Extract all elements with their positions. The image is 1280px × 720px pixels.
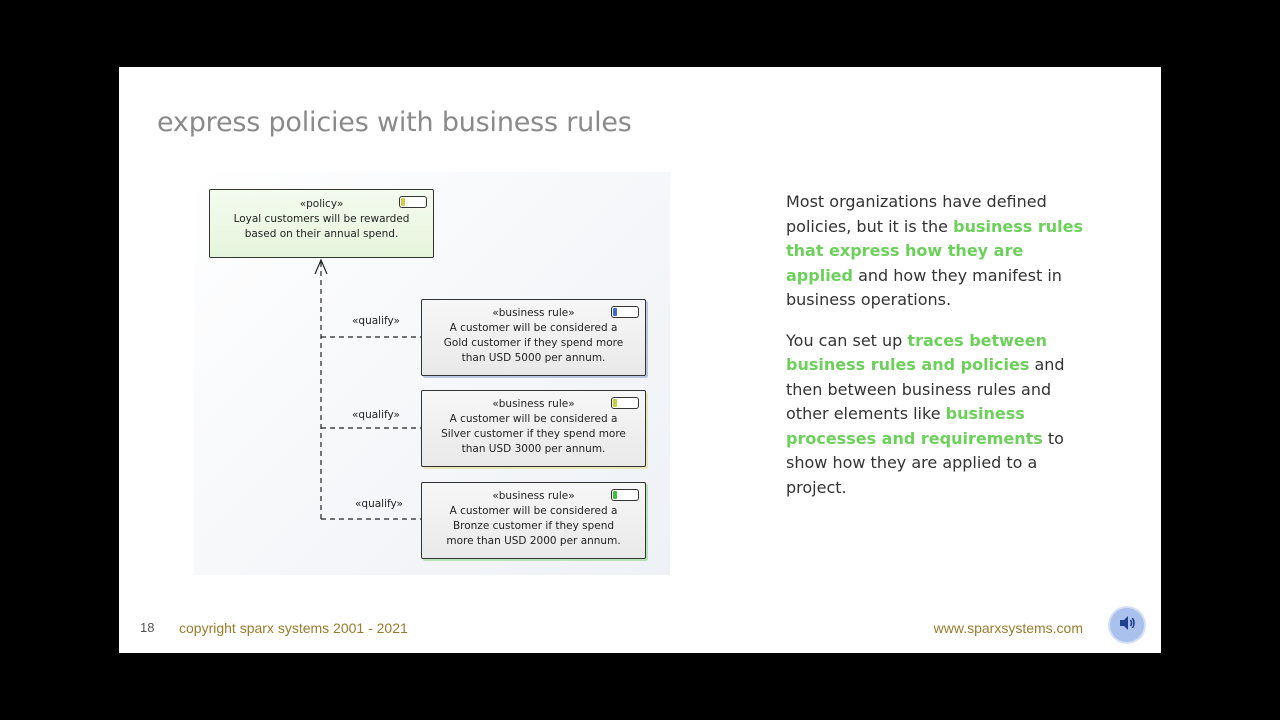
copyright-text: copyright sparx systems 2001 - 2021 [179,620,408,636]
p2-highlight-1: traces between business rules and policies [786,330,1048,374]
p2-text-c: to show how they are applied to a project. [786,428,1064,497]
rule-text-line3: than USD 3000 per annum. [461,443,606,455]
business-rule-icon [611,306,639,318]
slide-title: express policies with business rules [157,107,632,138]
page-number: 18 [140,620,155,635]
speaker-icon [1118,615,1136,635]
rule-stereotype: «business rule» [492,398,575,410]
rule-text-line3: more than USD 2000 per annum. [446,535,621,547]
business-rule-silver [421,390,646,467]
rule-text-line1: A customer will be considered a [449,413,618,425]
policy-element-icon [399,196,427,208]
policy-text-line1: Loyal customers will be rewarded [233,213,410,225]
p2-text-a: You can set up [786,330,908,350]
paragraph-1 [786,190,1086,313]
rule-text-line2: Bronze customer if they spend [452,520,615,532]
business-rule-gold [421,299,646,376]
p1-text-a: Most organizations have defined policies, but it is the [786,192,1047,236]
website-link[interactable]: www.sparxsystems.com [933,620,1083,636]
business-rule-icon [611,489,639,501]
rule-text-line1: A customer will be considered a [449,505,618,517]
policy-element [209,189,434,258]
paragraph-2 [786,329,1086,501]
p1-text-b: and how they manifest in business operations. [786,265,1062,309]
rule-text-line1: A customer will be considered a [449,322,618,334]
p2-text-b: and then between business rules and other elements like [786,355,1065,423]
business-rule-bronze [421,482,646,559]
business-rule-icon [611,397,639,409]
rule-stereotype: «business rule» [492,490,575,502]
qualify-label-silver: «qualify» [352,409,400,421]
description-text [786,190,1086,516]
qualify-label-bronze: «qualify» [355,498,403,510]
rule-stereotype: «business rule» [492,307,575,319]
p2-highlight-2: business processes and requirements [786,404,1043,448]
uml-diagram [194,172,670,575]
qualify-label-gold: «qualify» [352,315,400,327]
rule-text-line2: Silver customer if they spend more [441,428,626,440]
p1-highlight: business rules that express how they are applied [786,216,1083,285]
rule-text-line3: than USD 5000 per annum. [461,352,606,364]
policy-text-line2: based on their annual spend. [244,228,399,240]
slide [119,67,1161,653]
rule-text-line2: Gold customer if they spend more [443,337,624,349]
policy-stereotype: «policy» [299,198,344,210]
audio-button[interactable] [1110,608,1144,642]
